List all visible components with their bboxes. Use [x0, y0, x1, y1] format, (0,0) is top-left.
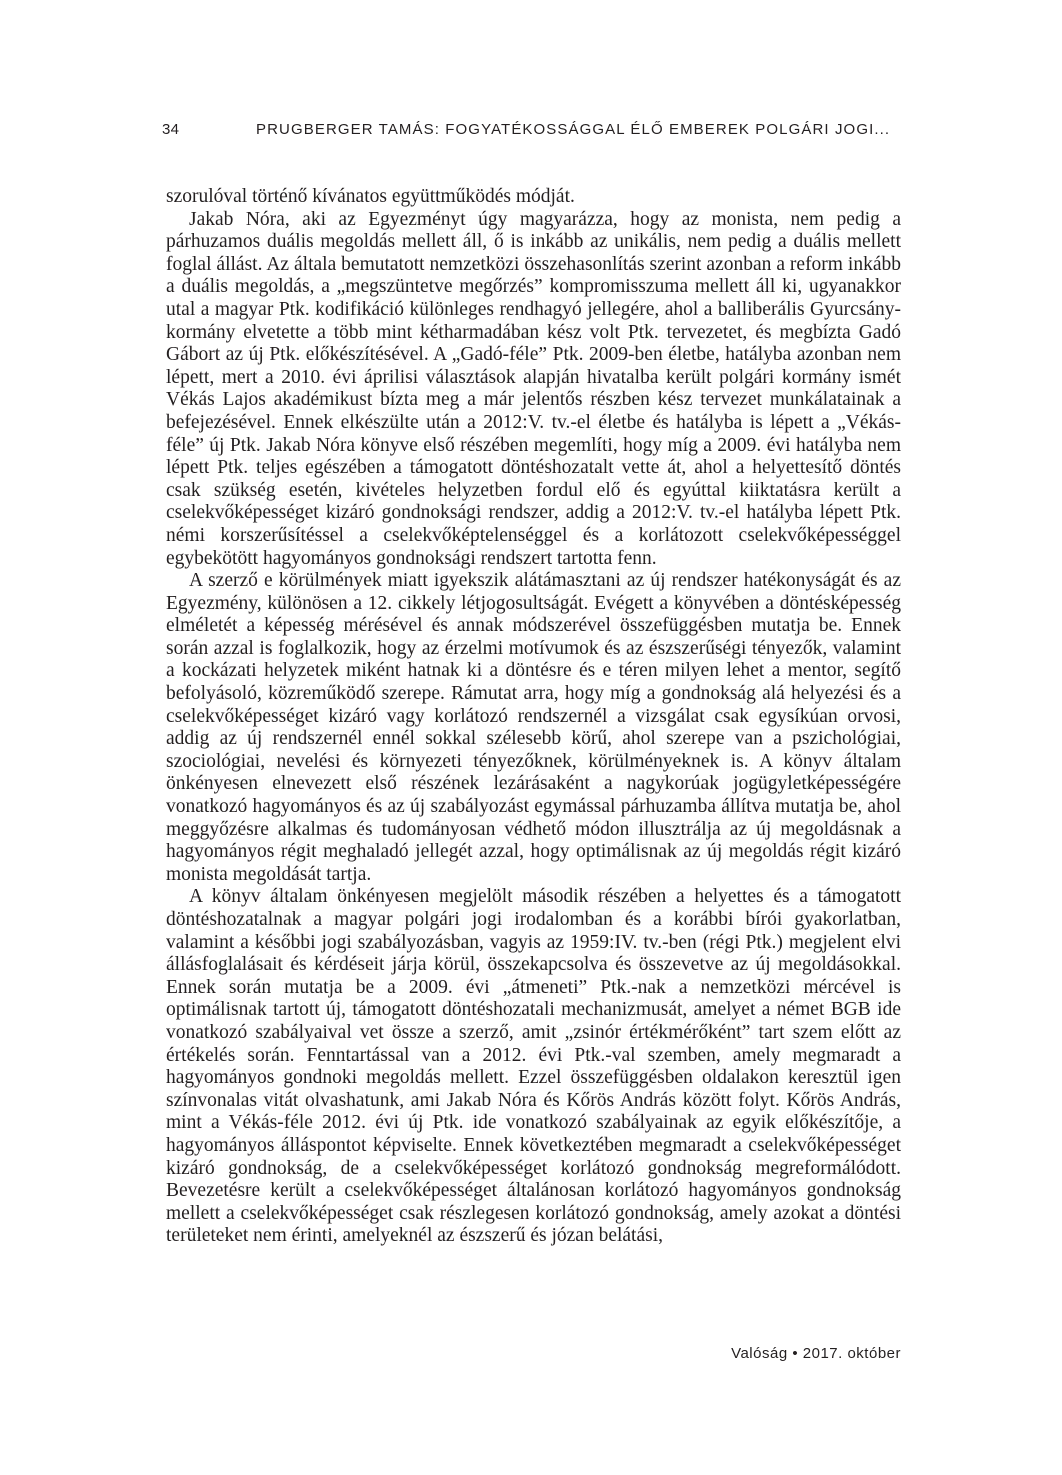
footer-journal-issue: Valóság • 2017. október	[731, 1345, 901, 1362]
paragraph: szorulóval történő kívánatos együttműködés módját.	[166, 186, 575, 207]
paragraph: A könyv általam önkényesen megjelölt második részében a helyettes és a támogatott döntéshozatalnak a magyar polgári jogi irodalomban és a korábbi bírói gyakorlatban, valamint a későbbi jogi szabályozásban, vagyis az 1959:IV. tv.-ben (régi Ptk.) megjelent elvi állásfoglalásait és kérdéseit járja körül, összekapcsolva és összevetve az új megoldásokkal. Ennek során mutatja be a 2009. évi „átmeneti” Ptk.-nak a nemzetközi mércével is optimálisnak tartott új, támogatott döntéshozatali mechanizmusát, amelyet a német BGB ide vonatkozó szabályaival vet össze a szerző, amit „zsinór értékmérőként” tart szem előtt az értékelés során. Fenntartással van a 2012. évi Ptk.-val szemben, amely megmaradt a hagyományos gondnoki megoldás mellett. Ezzel összefüggésben oldalakon keresztül igen színvonalas vitát olvashatunk, ami Jakab Nóra és Kőrös András között folyt. Kőrös András, mint a Vékás-féle 2012. évi új Ptk. ide vonatkozó szabályainak az egyik előkészítője, a hagyományos álláspontot képviselte. Ennek következtében megmaradt a cselekvőképességet kizáró gondnokság, de a cselekvőképességet korlátozó gondnokság megreformálódott. Bevezetésre került a cselekvőképességet általánosan korlátozó hagyományos gondnokság mellett a cselekvőképességet csak részlegesen korlátozó gondnokság, amely azokat a döntési területeket nem érinti, amelyeknél az észszerű és józan belátási,	[166, 886, 901, 1247]
page-number: 34	[162, 121, 180, 138]
paragraph: A szerző e körülmények miatt igyekszik alátámasztani az új rendszer hatékonyságát és az Egyezmény, különösen a 12. cikkely létjogosultságát. Evégett a könyvében a döntésképesség elméletét a képesség mérésével és annak módszerével összefüggésben mutatja be. Ennek során azzal is foglalkozik, hogy az érzelmi motívumok és az észszerűségi tényezők, valamint a kockázati helyzetek miként hatnak ki a döntésre és e téren milyen lehet a mentor, segítő befolyásoló, közreműködő szerepe. Rámutat arra, hogy míg a gondnokság alá helyezési és a cselekvőképességet kizáró vagy korlátozó rendszernél a vizsgálat csak egysíkúan orvosi, addig az új rendszernél ennél sokkal szélesebb körű, ahol szerepe van a pszichológiai, szociológiai, nevelési és környezeti tényezőknek, körülményeknek is. A könyv általam önkényesen elnevezett első részének lezárásaként a nagykorúak jogügyletképességére vonatkozó hagyományos és az új szabályozást egymással párhuzamba állítva mutatja be, ahol meggyőzésre alkalmas és tudományosan védhető módon illusztrálja az új megoldásnak a hagyományos régit meghaladó jellegét azzal, hogy optimálisnak az új megoldás régit kizáró monista megoldását tartja.	[166, 570, 901, 885]
running-head: PRUGBERGER TAMÁS: FOGYATÉKOSSÁGGAL ÉLŐ EMBEREK POLGÁRI JOGI...	[256, 121, 891, 138]
article-body	[166, 186, 901, 1248]
paragraph: Jakab Nóra, aki az Egyezményt úgy magyarázza, hogy az monista, nem pedig a párhuzamos duális megoldás mellett áll, ő is inkább az unikális, nem pedig a duális mellett foglal állást. Az általa bemutatott nemzetközi összehasonlítás szerint azonban a reform inkább a duális megoldás, a „megszüntetve megőrzés” kompromisszuma mellett áll ki, ugyanakkor utal a magyar Ptk. kodifikáció különleges rendhagyó jellegére, ahol a balliberális Gyurcsány-kormány elvetette a több mint kétharmadában kész volt Ptk. tervezetet, és megbízta Gadó Gábort az új Ptk. előkészítésével. A „Gadó-féle” Ptk. 2009-ben életbe, hatályba azonban nem lépett, mert a 2010. évi áprilisi választások alapján hivatalba került polgári kormány ismét Vékás Lajos akadémikust bízta meg a már jelentős részben kész tervezet munkálatainak a befejezésével. Ennek elkészülte után a 2012:V. tv.-el életbe és hatályba is lépett a „Vékás-féle” új Ptk. Jakab Nóra könyve első részében megemlíti, hogy míg a 2009. évi hatályba nem lépett Ptk. teljes egészében a támogatott döntéshozatalt vette át, ahol a helyettesítő döntés csak szükség esetén, kivételes helyzetben fordul elő és egyúttal kiiktatásra került a cselekvőképességet kizáró gondnoksági rendszer, addig a 2012:V. tv.-el hatályba lépett Ptk. némi korszerűsítéssel a cselekvőképtelenséggel és a korlátozott cselekvőképességgel egybekötött hagyományos gondnoksági rendszert tartotta fenn.	[166, 208, 901, 569]
